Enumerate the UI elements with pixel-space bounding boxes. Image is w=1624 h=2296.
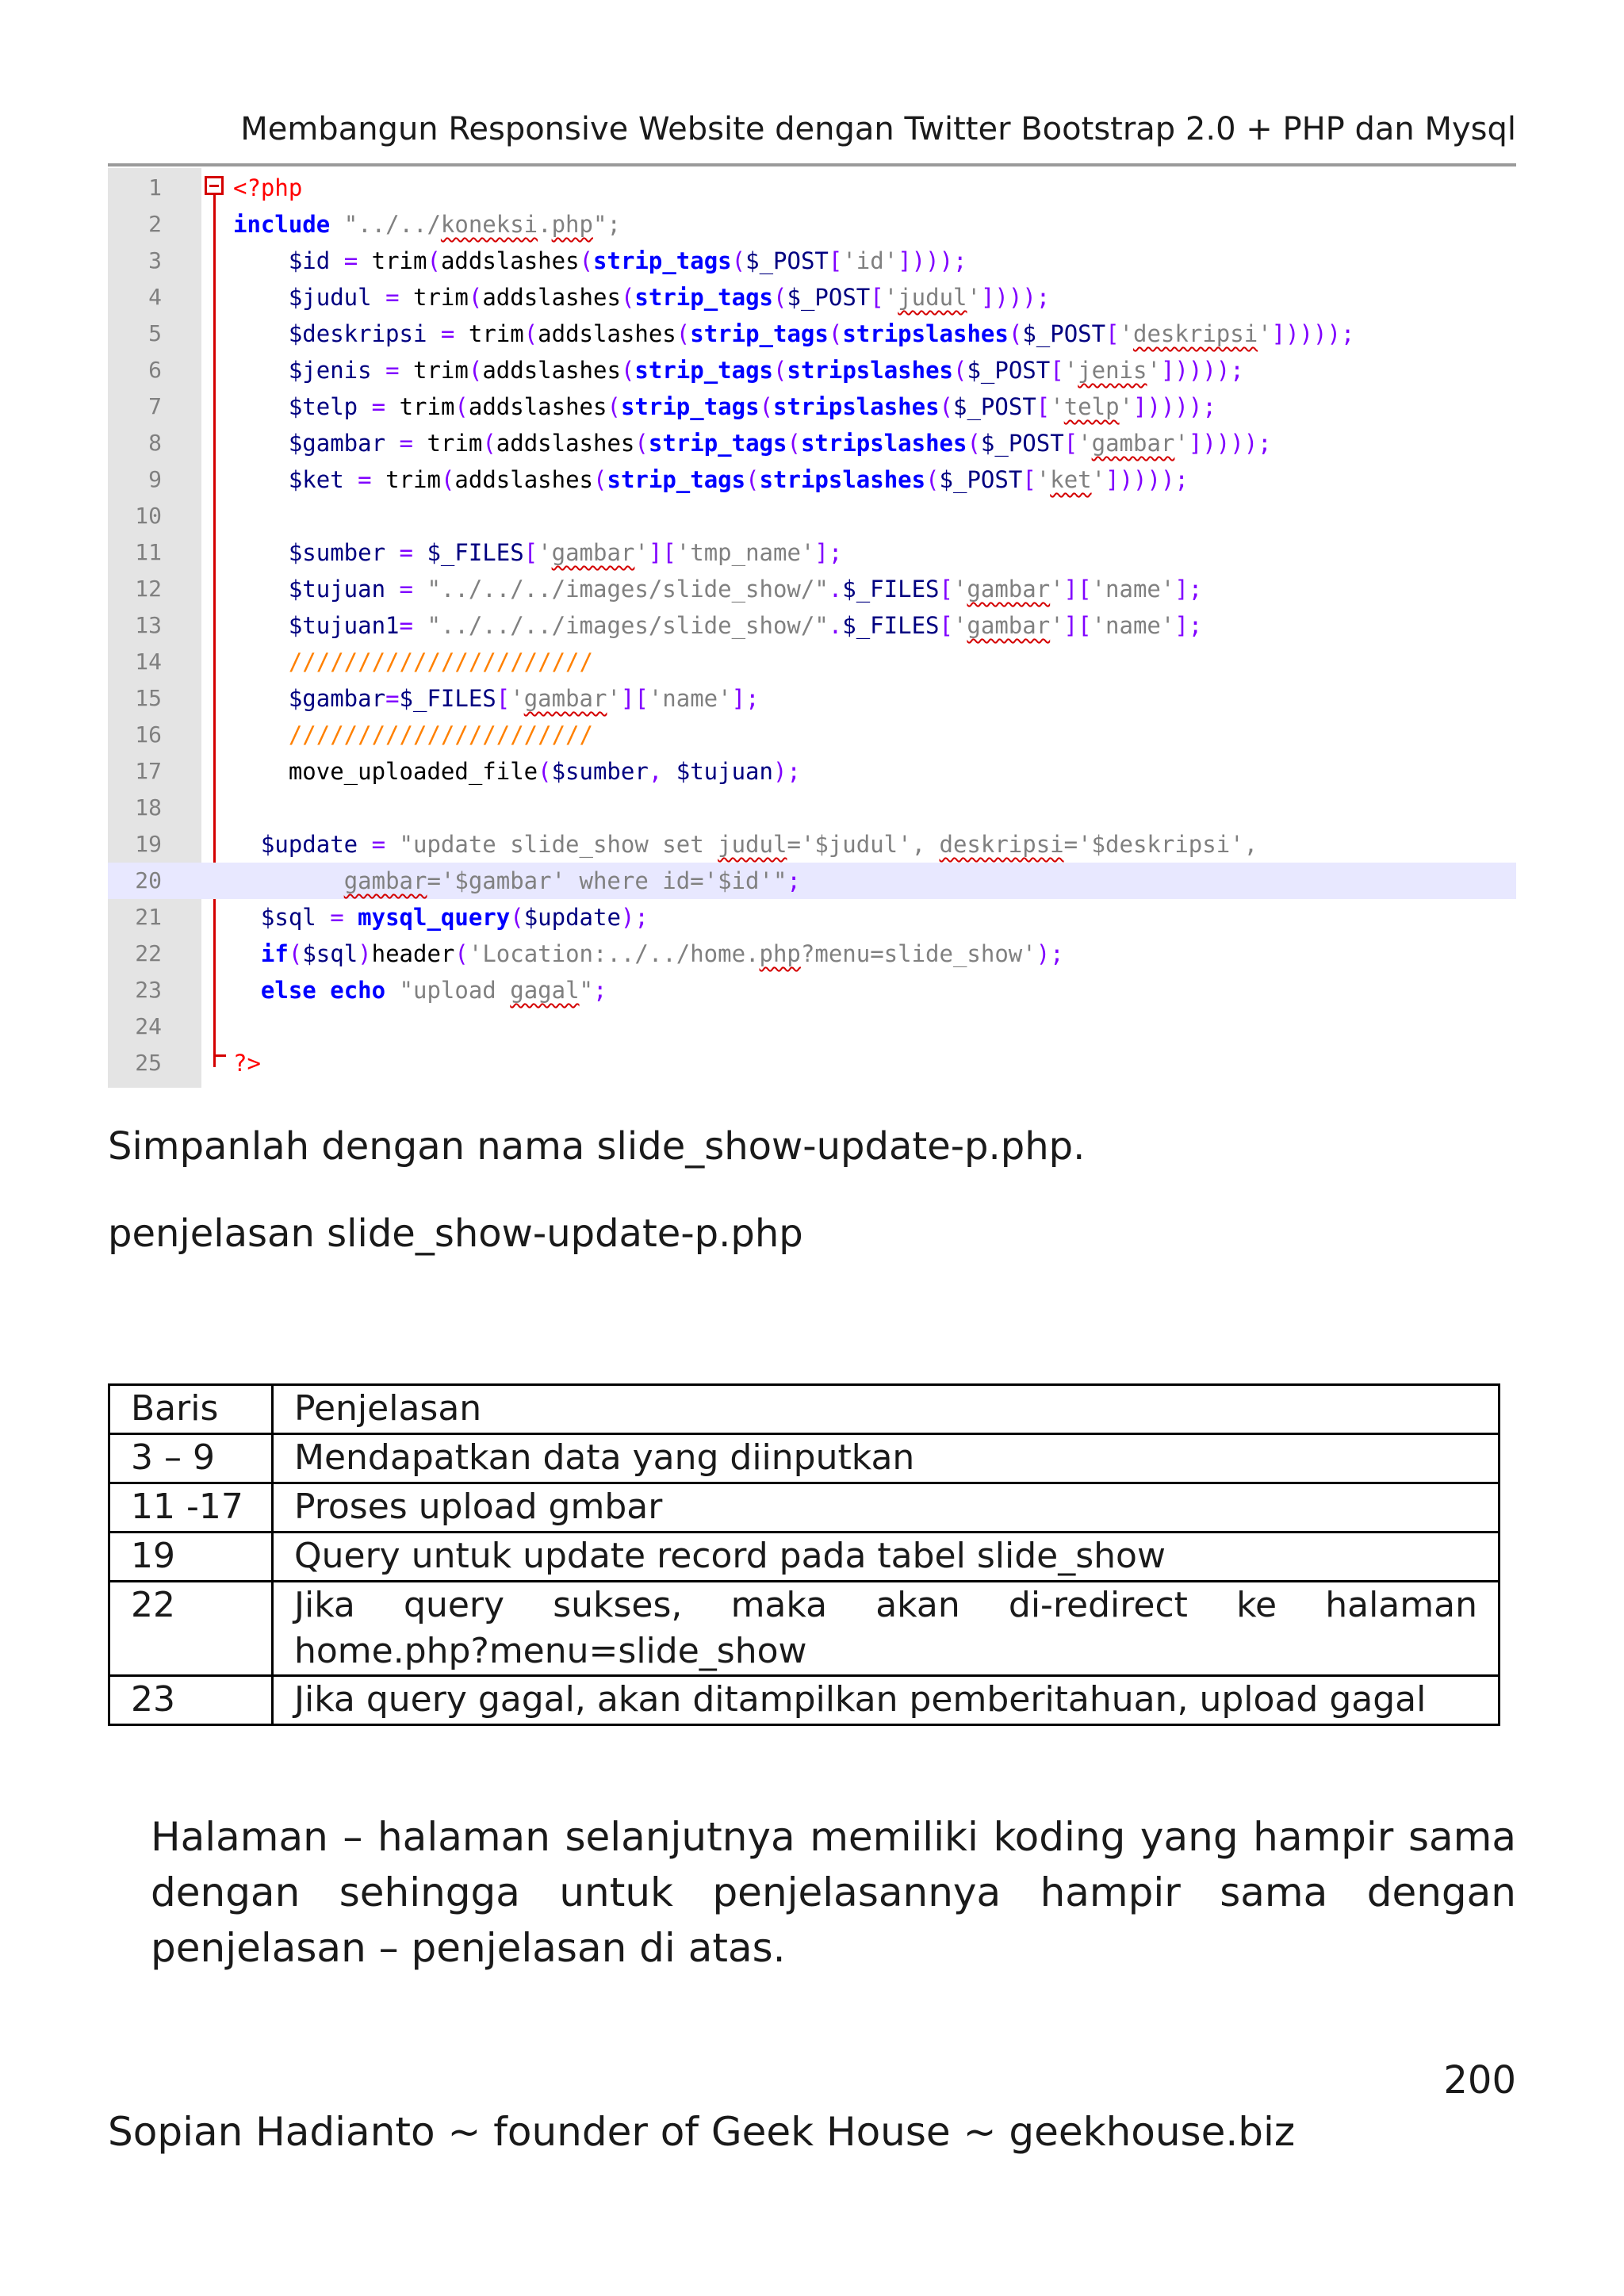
- code-line: 11 $sumber = $_FILES['gambar']['tmp_name'];: [135, 539, 843, 566]
- table-cell-baris: 3 – 9: [109, 1434, 273, 1483]
- code-line: 12 $tujuan = "../../../images/slide_show/".$_FILES['gambar']['name'];: [135, 576, 1203, 603]
- table-cell-baris: 11 -17: [109, 1483, 273, 1533]
- explanation-table: [108, 1383, 1500, 1726]
- code-line: 10: [135, 503, 162, 529]
- table-row: [109, 1434, 1500, 1483]
- caption-explanation: penjelasan slide_show-update-p.php: [108, 1211, 803, 1256]
- justified-line: Jika query sukses, maka akan di-redirect ke halaman: [294, 1585, 1477, 1625]
- code-line: 8 $gambar = trim(addslashes(strip_tags(stripslashes($_POST['gambar']))));: [148, 430, 1272, 457]
- code-line: 19 $update = "update slide_show set judul='$judul', deskripsi='$deskripsi',: [135, 831, 1258, 858]
- code-line: 4 $judul = trim(addslashes(strip_tags($_POST['judul'])));: [148, 284, 1051, 311]
- code-line: 7 $telp = trim(addslashes(strip_tags(stripslashes($_POST['telp']))));: [148, 393, 1216, 420]
- table-row: [109, 1483, 1500, 1533]
- code-line: 17 move_uploaded_file($sumber, $tujuan);: [135, 758, 801, 785]
- table-cell-baris: 22: [109, 1582, 273, 1676]
- code-line: 25 ?>: [135, 1050, 261, 1077]
- caption-save-file: Simpanlah dengan nama slide_show-update-p.php.: [108, 1124, 1086, 1169]
- code-line: 5 $deskripsi = trim(addslashes(strip_tags(stripslashes($_POST['deskripsi']))));: [148, 320, 1355, 347]
- footer: Sopian Hadianto ~ founder of Geek House ~ geekhouse.biz: [108, 2109, 1296, 2155]
- table-header-row: [109, 1385, 1500, 1434]
- table-cell-penjelasan: [273, 1582, 1500, 1676]
- code-line: 16 //////////////////////: [135, 721, 593, 748]
- table-cell-baris: 23: [109, 1676, 273, 1725]
- table-row: [109, 1676, 1500, 1725]
- code-line-highlighted: 20 gambar='$gambar' where id='$id'";: [108, 863, 1516, 899]
- table-row: [109, 1533, 1500, 1582]
- code-line: 2 include "../../koneksi.php";: [148, 211, 621, 238]
- code-line: 13 $tujuan1= "../../../images/slide_show/".$_FILES['gambar']['name'];: [135, 612, 1203, 639]
- header-rule: [108, 163, 1516, 166]
- table-cell-line2: home.php?menu=slide_show: [294, 1631, 807, 1671]
- table-row: [109, 1582, 1500, 1676]
- code-line: 23 else echo "upload gagal";: [135, 977, 607, 1004]
- running-header: Membangun Responsive Website dengan Twitter Bootstrap 2.0 + PHP dan Mysql: [240, 111, 1516, 147]
- code-line: 1 <?php: [148, 174, 303, 201]
- table-cell-penjelasan: Query untuk update record pada tabel slide_show: [273, 1533, 1500, 1582]
- code-screenshot: [108, 168, 1516, 1088]
- code-line: 18: [135, 794, 162, 821]
- table-cell-baris: 19: [109, 1533, 273, 1582]
- table-header-baris: Baris: [109, 1385, 273, 1434]
- code-line: 14 //////////////////////: [135, 649, 593, 675]
- table-cell-penjelasan: Jika query gagal, akan ditampilkan pemberitahuan, upload gagal: [273, 1676, 1500, 1725]
- table-cell-penjelasan: Mendapatkan data yang diinputkan: [273, 1434, 1500, 1483]
- closing-paragraph: Halaman – halaman selanjutnya memiliki koding yang hampir sama dengan sehingga untuk penjelasannya hampir sama dengan penjelasan – penjelasan di atas.: [151, 1814, 1516, 1971]
- code-line: 9 $ket = trim(addslashes(strip_tags(stripslashes($_POST['ket']))));: [148, 466, 1189, 493]
- code-line: 24: [135, 1013, 162, 1039]
- code-line: 3 $id = trim(addslashes(strip_tags($_POST['id'])));: [148, 247, 967, 274]
- table-cell-penjelasan: Proses upload gmbar: [273, 1483, 1500, 1533]
- table-header-penjelasan: Penjelasan: [273, 1385, 1500, 1434]
- page-number: 200: [1443, 2058, 1516, 2103]
- code-line: 15 $gambar=$_FILES['gambar']['name'];: [135, 685, 760, 712]
- code-line: 6 $jenis = trim(addslashes(strip_tags(stripslashes($_POST['jenis']))));: [148, 357, 1244, 384]
- code-line: 21 $sql = mysql_query($update);: [135, 904, 649, 931]
- code-line: 22 if($sql)header('Location:../../home.php?menu=slide_show');: [135, 940, 1064, 967]
